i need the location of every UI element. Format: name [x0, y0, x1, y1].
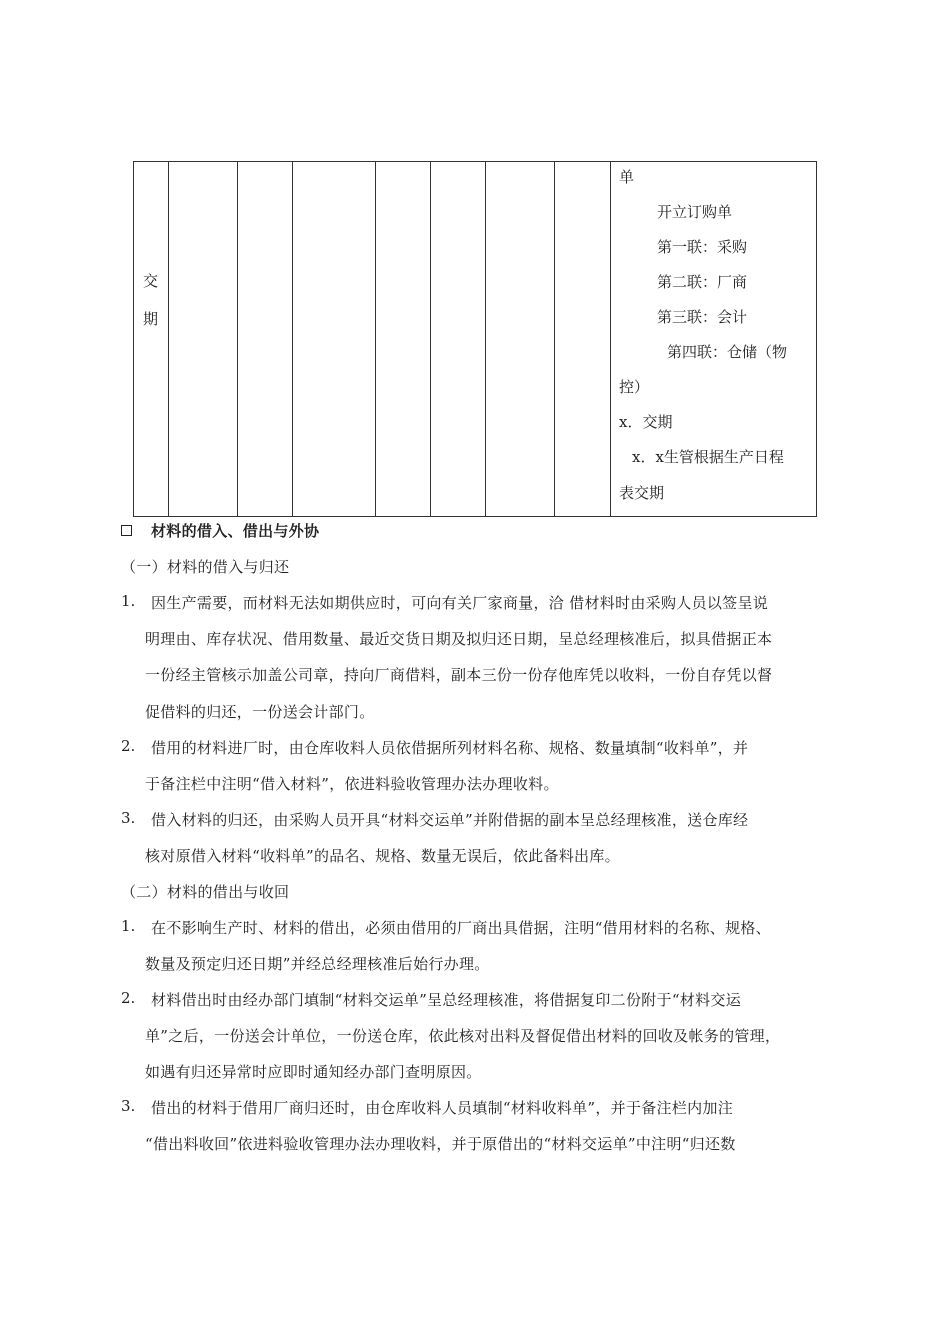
paragraph-line: 于备注栏中注明“借入材料”，依进料验收管理办法办理收料。: [145, 775, 559, 793]
paragraph-line: 材料借出时由经办部门填制“材料交运单”呈总经理核准，将借据复印二份附于“材料交运: [151, 991, 742, 1009]
table: [133, 161, 817, 517]
paragraph-line: 如遇有归还异常时应即时通知经办部门查明原因。: [145, 1063, 482, 1081]
paragraph-line: 借用的材料进厂时，由仓库收料人员依借据所列材料名称、规格、数量填制“收料单”，并: [151, 739, 749, 757]
table-col-divider: [237, 162, 238, 516]
table-col-divider: [375, 162, 376, 516]
table-cell-line: x．交期: [619, 413, 673, 431]
paragraph-line: 借出的材料于借用厂商归还时，由仓库收料人员填制“材料收料单”，并于备注栏内加注: [151, 1099, 734, 1117]
paragraph-line: 明理由、库存状况、借用数量、最近交货日期及拟归还日期，呈总经理核准后，拟具借据正本: [145, 630, 773, 648]
list-number: 1.: [121, 592, 136, 610]
table-cell-line: 第三联：会计: [657, 308, 748, 326]
table-cell-line: 单: [619, 168, 635, 186]
list-number: 2.: [121, 989, 136, 1007]
table-cell-procedure: [611, 162, 818, 516]
section-heading: 材料的借入、借出与外协: [151, 522, 320, 540]
table-cell-char: 期: [143, 310, 159, 328]
table-cell-line: 第四联：仓储（物: [667, 343, 788, 361]
table-cell-delivery: [134, 162, 169, 516]
list-number: 2.: [121, 737, 136, 755]
table-col-divider: [292, 162, 293, 516]
subsection-title: （一）材料的借入与归还: [121, 558, 290, 576]
table-col-divider: [485, 162, 486, 516]
table-cell-line: 第二联：厂商: [657, 273, 748, 291]
paragraph-line: 数量及预定归还日期”并经总经理核准后始行办理。: [145, 955, 490, 973]
paragraph-line: “借出料收回”依进料验收管理办法办理收料，并于原借出的“材料交运单”中注明“归还数: [145, 1135, 736, 1153]
table-cell-line: 第一联：采购: [657, 238, 748, 256]
checkbox-square-icon: [121, 525, 132, 536]
table-cell-line: 开立订购单: [657, 203, 733, 221]
paragraph-line: 一份经主管核示加盖公司章，持向厂商借料，副本三份一份存他库凭以收料，一份自存凭以督: [145, 666, 773, 684]
table-col-divider: [430, 162, 431, 516]
table-cell-line: x．x生管根据生产日程: [632, 448, 784, 466]
table-cell-line: 控）: [619, 378, 650, 396]
paragraph-line: 在不影响生产时、材料的借出，必须由借用的厂商出具借据，注明“借用材料的名称、规格、: [151, 919, 771, 937]
paragraph-line: 核对原借入材料“收料单”的品名、规格、数量无误后，依此备料出库。: [145, 847, 620, 865]
list-number: 3.: [121, 1097, 136, 1115]
list-number: 1.: [121, 917, 136, 935]
paragraph-line: 因生产需要，而材料无法如期供应时，可向有关厂家商量，洽 借材料时由采购人员以签呈说: [151, 594, 769, 612]
paragraph-line: 单”之后，一份送会计单位，一份送仓库，依此核对出料及督促借出材料的回收及帐务的管理，: [145, 1027, 781, 1045]
table-cell-line: 表交期: [619, 484, 665, 502]
table-cell-char: 交: [143, 272, 159, 290]
paragraph-line: 借入材料的归还，由采购人员开具“材料交运单”并附借据的副本呈总经理核准，送仓库经: [151, 811, 749, 829]
paragraph-line: 促借料的归还，一份送会计部门。: [145, 703, 375, 721]
subsection-title: （二）材料的借出与收回: [121, 883, 290, 901]
table-col-divider: [554, 162, 555, 516]
list-number: 3.: [121, 809, 136, 827]
